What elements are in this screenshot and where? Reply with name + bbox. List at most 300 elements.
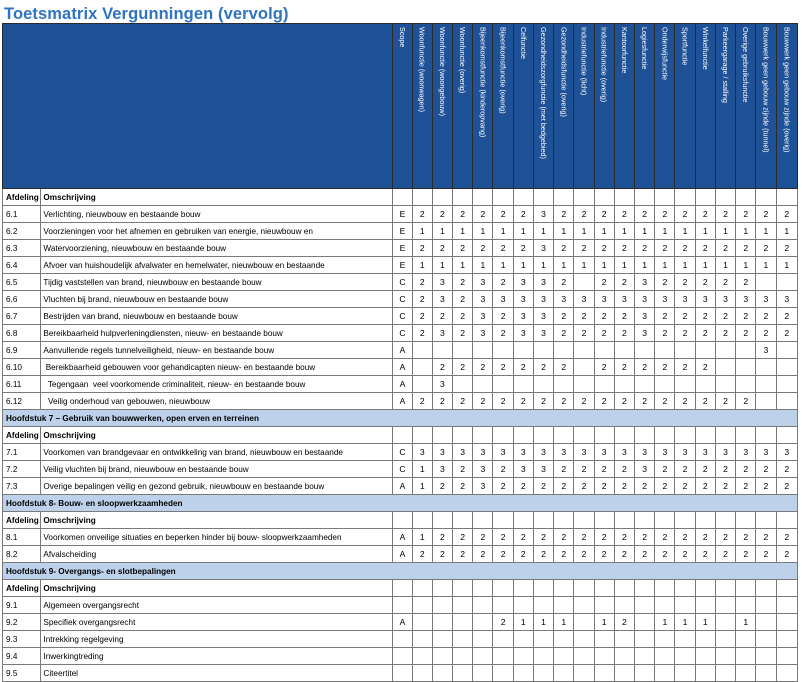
level-cell: 2 <box>493 529 513 546</box>
empty-cell <box>594 512 614 529</box>
level-cell: 2 <box>614 614 634 631</box>
afdeling-code: 6.2 <box>3 223 41 240</box>
level-cell: 2 <box>756 308 776 325</box>
level-cell: 1 <box>453 223 473 240</box>
empty-cell <box>432 189 452 206</box>
level-cell: 2 <box>675 546 695 563</box>
level-cell: 2 <box>614 325 634 342</box>
level-cell <box>594 597 614 614</box>
table-row <box>3 308 798 325</box>
chapter-title: Hoofdstuk 7 – Gebruik van bouwwerken, open erven en terreinen <box>3 410 798 427</box>
row-description: Vluchten bij brand, nieuwbouw en bestaande bouw <box>41 291 393 308</box>
level-cell <box>756 614 776 631</box>
level-cell <box>736 631 756 648</box>
level-cell: 2 <box>695 308 715 325</box>
afdeling-code: 9.4 <box>3 648 41 665</box>
chapter-title: Hoofdstuk 9- Overgangs- en slotbepalingen <box>3 563 798 580</box>
level-cell: 1 <box>635 257 655 274</box>
level-cell: 2 <box>675 308 695 325</box>
column-header <box>533 24 553 189</box>
toetsmatrix-page <box>2 6 798 682</box>
afdeling-code: 6.4 <box>3 257 41 274</box>
level-cell <box>756 274 776 291</box>
scope-cell: C <box>393 308 412 325</box>
row-description: Voorkomen van brandgevaar en ontwikkeling van brand, nieuwbouw en bestaande <box>41 444 393 461</box>
empty-cell <box>574 512 594 529</box>
level-cell: 2 <box>513 240 533 257</box>
level-cell: 2 <box>715 478 735 495</box>
afdeling-code: 6.5 <box>3 274 41 291</box>
level-cell: 2 <box>432 308 452 325</box>
level-cell <box>655 648 675 665</box>
column-header-label: Woonfunctie (overig) <box>458 27 468 94</box>
level-cell: 2 <box>594 308 614 325</box>
level-cell <box>453 631 473 648</box>
level-cell: 2 <box>695 325 715 342</box>
empty-cell <box>493 580 513 597</box>
empty-cell <box>675 580 695 597</box>
level-cell: 2 <box>554 206 574 223</box>
level-cell: 2 <box>695 393 715 410</box>
level-cell <box>594 376 614 393</box>
level-cell <box>533 665 553 682</box>
level-cell: 2 <box>594 274 614 291</box>
empty-cell <box>574 189 594 206</box>
level-cell <box>412 342 432 359</box>
table-row <box>3 614 798 631</box>
empty-cell <box>432 427 452 444</box>
level-cell <box>614 648 634 665</box>
level-cell: 3 <box>715 444 735 461</box>
level-cell: 3 <box>473 274 493 291</box>
level-cell <box>776 342 797 359</box>
level-cell: 1 <box>776 257 797 274</box>
level-cell: 2 <box>635 546 655 563</box>
level-cell: 3 <box>432 274 452 291</box>
column-header <box>493 24 513 189</box>
level-cell: 2 <box>412 308 432 325</box>
level-cell: 3 <box>594 444 614 461</box>
scope-cell: C <box>393 444 412 461</box>
page-title: Toetsmatrix Vergunningen (vervolg) <box>4 5 289 23</box>
empty-cell <box>655 512 675 529</box>
scope-cell: E <box>393 257 412 274</box>
empty-cell <box>736 427 756 444</box>
level-cell <box>453 376 473 393</box>
afdeling-code: 6.6 <box>3 291 41 308</box>
level-cell <box>776 614 797 631</box>
chapter-row <box>3 563 798 580</box>
level-cell <box>776 274 797 291</box>
level-cell: 2 <box>513 478 533 495</box>
level-cell: 2 <box>513 206 533 223</box>
section-header-row <box>3 512 798 529</box>
level-cell <box>513 597 533 614</box>
level-cell: 2 <box>594 478 614 495</box>
level-cell: 2 <box>453 291 473 308</box>
level-cell: 2 <box>554 529 574 546</box>
level-cell <box>513 631 533 648</box>
level-cell: 2 <box>736 325 756 342</box>
empty-cell <box>695 512 715 529</box>
empty-cell <box>635 512 655 529</box>
afdeling-code: 7.2 <box>3 461 41 478</box>
scope-cell: A <box>393 376 412 393</box>
level-cell <box>473 665 493 682</box>
empty-cell <box>453 427 473 444</box>
level-cell <box>412 631 432 648</box>
level-cell: 2 <box>675 478 695 495</box>
table-row <box>3 291 798 308</box>
empty-cell <box>756 512 776 529</box>
empty-cell <box>675 512 695 529</box>
empty-cell <box>493 512 513 529</box>
level-cell: 3 <box>533 240 553 257</box>
level-cell: 2 <box>614 359 634 376</box>
level-cell <box>533 648 553 665</box>
column-header <box>473 24 493 189</box>
omschrijving-label: Omschrijving <box>41 427 393 444</box>
level-cell: 2 <box>655 325 675 342</box>
table-row <box>3 257 798 274</box>
level-cell: 2 <box>513 393 533 410</box>
level-cell <box>756 631 776 648</box>
level-cell: 1 <box>756 223 776 240</box>
level-cell: 1 <box>675 223 695 240</box>
level-cell: 3 <box>533 206 553 223</box>
level-cell: 2 <box>493 359 513 376</box>
level-cell: 3 <box>736 444 756 461</box>
level-cell <box>635 665 655 682</box>
level-cell: 2 <box>715 206 735 223</box>
level-cell: 2 <box>493 478 513 495</box>
empty-cell <box>695 189 715 206</box>
empty-cell <box>715 427 735 444</box>
level-cell: 2 <box>776 206 797 223</box>
level-cell <box>776 631 797 648</box>
level-cell <box>635 631 655 648</box>
level-cell: 3 <box>736 291 756 308</box>
level-cell: 2 <box>715 546 735 563</box>
level-cell: 2 <box>574 529 594 546</box>
level-cell <box>513 648 533 665</box>
level-cell: 3 <box>533 325 553 342</box>
level-cell: 3 <box>695 291 715 308</box>
column-header <box>655 24 675 189</box>
level-cell <box>493 648 513 665</box>
level-cell: 3 <box>635 274 655 291</box>
level-cell: 1 <box>695 614 715 631</box>
empty-cell <box>393 512 412 529</box>
empty-cell <box>554 189 574 206</box>
level-cell: 2 <box>453 529 473 546</box>
level-cell: 2 <box>655 529 675 546</box>
level-cell: 1 <box>513 223 533 240</box>
level-cell <box>715 648 735 665</box>
row-description: Intrekking regelgeving <box>41 631 393 648</box>
level-cell: 2 <box>453 325 473 342</box>
table-row <box>3 529 798 546</box>
level-cell <box>756 597 776 614</box>
level-cell: 2 <box>675 206 695 223</box>
level-cell: 3 <box>453 444 473 461</box>
table-row <box>3 648 798 665</box>
level-cell: 1 <box>533 614 553 631</box>
column-header-label: Industriefunctie (licht) <box>579 27 589 96</box>
level-cell: 3 <box>473 325 493 342</box>
table-row <box>3 461 798 478</box>
level-cell <box>655 597 675 614</box>
column-header-label: Kantoorfunctie <box>619 27 629 74</box>
scope-cell <box>393 648 412 665</box>
level-cell: 3 <box>432 325 452 342</box>
afdeling-code: 9.2 <box>3 614 41 631</box>
level-cell: 3 <box>655 291 675 308</box>
level-cell <box>675 631 695 648</box>
level-cell: 1 <box>635 223 655 240</box>
level-cell: 2 <box>594 359 614 376</box>
table-row <box>3 359 798 376</box>
column-header <box>635 24 655 189</box>
level-cell: 2 <box>776 546 797 563</box>
level-cell <box>614 342 634 359</box>
level-cell: 2 <box>554 478 574 495</box>
level-cell <box>695 648 715 665</box>
level-cell: 2 <box>756 206 776 223</box>
level-cell: 2 <box>695 240 715 257</box>
level-cell: 2 <box>594 393 614 410</box>
scope-cell <box>393 597 412 614</box>
chapter-row <box>3 495 798 512</box>
level-cell <box>533 597 553 614</box>
column-header <box>412 24 432 189</box>
level-cell: 1 <box>412 461 432 478</box>
level-cell: 2 <box>655 393 675 410</box>
level-cell: 1 <box>412 223 432 240</box>
empty-cell <box>393 189 412 206</box>
level-cell: 3 <box>635 325 655 342</box>
level-cell: 1 <box>594 614 614 631</box>
level-cell: 2 <box>655 359 675 376</box>
empty-cell <box>675 427 695 444</box>
column-header-row <box>3 24 798 189</box>
level-cell <box>554 597 574 614</box>
level-cell: 2 <box>736 274 756 291</box>
level-cell: 1 <box>412 478 432 495</box>
level-cell: 2 <box>594 546 614 563</box>
column-header <box>736 24 756 189</box>
level-cell <box>655 631 675 648</box>
level-cell: 3 <box>513 291 533 308</box>
level-cell <box>675 342 695 359</box>
level-cell <box>554 342 574 359</box>
scope-cell: C <box>393 274 412 291</box>
level-cell <box>432 597 452 614</box>
level-cell <box>695 665 715 682</box>
level-cell <box>715 665 735 682</box>
level-cell: 2 <box>675 461 695 478</box>
empty-cell <box>675 189 695 206</box>
level-cell <box>574 359 594 376</box>
level-cell: 2 <box>756 478 776 495</box>
level-cell: 1 <box>554 257 574 274</box>
chapter-title: Hoofdstuk 8- Bouw- en sloopwerkzaamheden <box>3 495 798 512</box>
column-header <box>432 24 452 189</box>
level-cell <box>533 376 553 393</box>
level-cell <box>513 376 533 393</box>
level-cell: 2 <box>554 308 574 325</box>
level-cell: 1 <box>493 223 513 240</box>
level-cell: 3 <box>756 342 776 359</box>
level-cell: 3 <box>635 308 655 325</box>
afdeling-code: 6.7 <box>3 308 41 325</box>
level-cell <box>473 597 493 614</box>
level-cell: 3 <box>533 308 553 325</box>
afdeling-code: 8.2 <box>3 546 41 563</box>
level-cell <box>493 342 513 359</box>
level-cell: 2 <box>655 546 675 563</box>
header-blank-cell <box>3 24 393 189</box>
empty-cell <box>756 580 776 597</box>
level-cell <box>473 631 493 648</box>
level-cell: 3 <box>473 291 493 308</box>
level-cell: 2 <box>473 240 493 257</box>
level-cell: 2 <box>453 308 473 325</box>
level-cell: 3 <box>635 444 655 461</box>
level-cell: 1 <box>453 257 473 274</box>
level-cell <box>756 359 776 376</box>
level-cell: 2 <box>453 478 473 495</box>
level-cell <box>594 631 614 648</box>
empty-cell <box>655 427 675 444</box>
level-cell: 3 <box>432 461 452 478</box>
column-header-label: Industriefunctie (overig) <box>599 27 609 103</box>
level-cell: 2 <box>715 393 735 410</box>
level-cell: 1 <box>554 614 574 631</box>
level-cell: 3 <box>554 291 574 308</box>
level-cell <box>776 393 797 410</box>
level-cell: 3 <box>655 444 675 461</box>
row-description: Inwerkingtreding <box>41 648 393 665</box>
level-cell <box>736 648 756 665</box>
level-cell: 1 <box>614 223 634 240</box>
level-cell <box>614 665 634 682</box>
level-cell: 2 <box>776 308 797 325</box>
level-cell <box>715 376 735 393</box>
level-cell <box>473 614 493 631</box>
level-cell: 3 <box>635 461 655 478</box>
level-cell <box>635 614 655 631</box>
level-cell <box>715 614 735 631</box>
level-cell: 1 <box>412 529 432 546</box>
level-cell: 2 <box>655 308 675 325</box>
level-cell: 2 <box>574 478 594 495</box>
level-cell: 2 <box>493 240 513 257</box>
level-cell: 2 <box>453 546 473 563</box>
row-description: Algemeen overgangsrecht <box>41 597 393 614</box>
empty-cell <box>655 580 675 597</box>
level-cell: 1 <box>655 614 675 631</box>
level-cell: 2 <box>574 325 594 342</box>
level-cell: 3 <box>574 291 594 308</box>
level-cell <box>695 631 715 648</box>
level-cell <box>736 665 756 682</box>
level-cell: 1 <box>736 223 756 240</box>
empty-cell <box>594 189 614 206</box>
level-cell <box>594 665 614 682</box>
level-cell: 3 <box>675 444 695 461</box>
empty-cell <box>473 189 493 206</box>
level-cell: 2 <box>675 359 695 376</box>
level-cell: 2 <box>453 240 473 257</box>
level-cell <box>453 614 473 631</box>
level-cell: 2 <box>736 529 756 546</box>
empty-cell <box>715 580 735 597</box>
level-cell <box>574 631 594 648</box>
row-description: Verlichting, nieuwbouw en bestaande bouw <box>41 206 393 223</box>
empty-cell <box>513 580 533 597</box>
empty-cell <box>574 580 594 597</box>
level-cell <box>533 631 553 648</box>
empty-cell <box>473 512 493 529</box>
empty-cell <box>614 189 634 206</box>
level-cell: 2 <box>776 325 797 342</box>
table-row <box>3 478 798 495</box>
level-cell: 3 <box>473 461 493 478</box>
level-cell: 2 <box>655 478 675 495</box>
level-cell: 3 <box>513 308 533 325</box>
level-cell: 2 <box>432 240 452 257</box>
empty-cell <box>412 189 432 206</box>
level-cell <box>574 376 594 393</box>
level-cell: 2 <box>614 274 634 291</box>
empty-cell <box>412 580 432 597</box>
level-cell: 2 <box>432 393 452 410</box>
empty-cell <box>533 580 553 597</box>
level-cell <box>493 665 513 682</box>
level-cell: 2 <box>412 274 432 291</box>
section-header-row <box>3 427 798 444</box>
column-header-label: Overige gebruiksfunctie <box>741 27 751 103</box>
level-cell: 2 <box>574 308 594 325</box>
omschrijving-label: Omschrijving <box>41 512 393 529</box>
level-cell: 3 <box>473 444 493 461</box>
empty-cell <box>453 580 473 597</box>
level-cell <box>432 648 452 665</box>
level-cell <box>756 393 776 410</box>
level-cell: 2 <box>776 529 797 546</box>
scope-cell: A <box>393 529 412 546</box>
column-header <box>695 24 715 189</box>
empty-cell <box>473 580 493 597</box>
empty-cell <box>594 427 614 444</box>
level-cell <box>574 665 594 682</box>
column-header-label: Scope <box>398 27 407 48</box>
table-row <box>3 206 798 223</box>
level-cell: 1 <box>675 614 695 631</box>
level-cell: 3 <box>432 291 452 308</box>
omschrijving-label: Omschrijving <box>41 580 393 597</box>
level-cell: 2 <box>533 478 553 495</box>
level-cell: 2 <box>493 308 513 325</box>
level-cell: 3 <box>432 376 452 393</box>
empty-cell <box>614 427 634 444</box>
column-header <box>776 24 797 189</box>
level-cell: 2 <box>715 461 735 478</box>
column-header-label: Sportfunctie <box>680 27 690 66</box>
level-cell: 2 <box>574 546 594 563</box>
table-row <box>3 631 798 648</box>
